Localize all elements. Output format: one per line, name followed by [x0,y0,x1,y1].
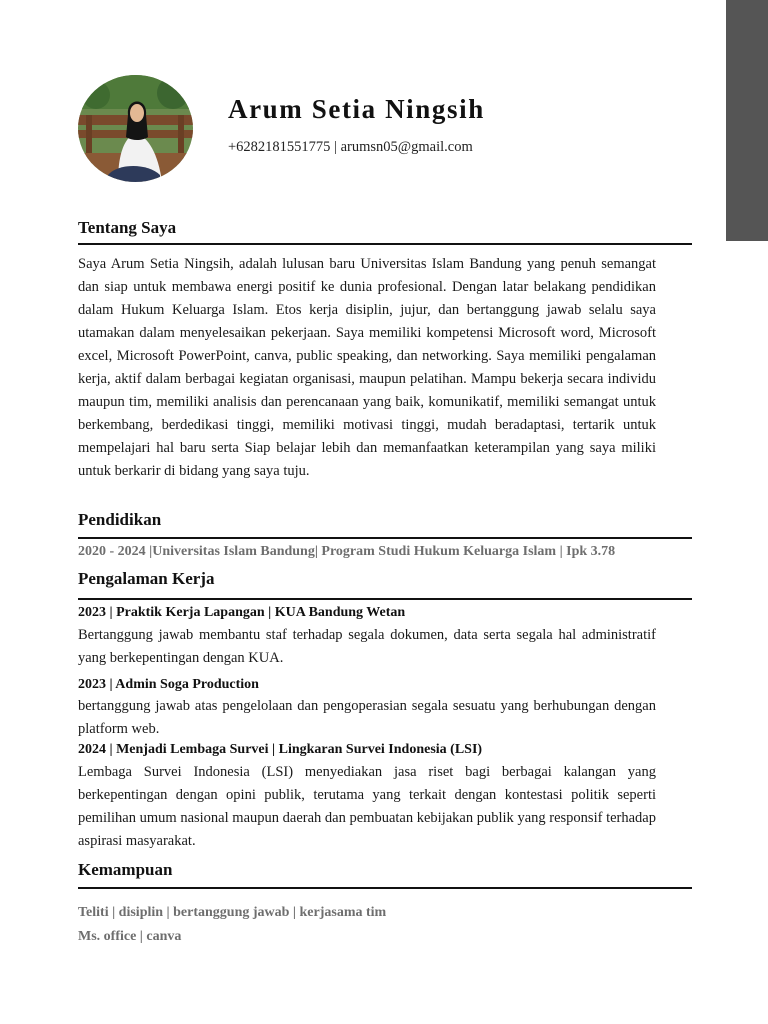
experience-heading: 2023 | Praktik Kerja Lapangan | KUA Bandung Wetan [78,605,406,620]
experience-heading: 2024 | Menjadi Lembaga Survei | Lingkaran Survei Indonesia (LSI) [78,742,483,757]
experience-description: Bertanggung jawab membantu staf terhadap segala dokumen, data serta segala hal administratif yang berkepentingan dengan KUA. [78,627,656,666]
education-entry: 2020 - 2024 |Universitas Islam Bandung| Program Studi Hukum Keluarga Islam | Ipk 3.78 [78,544,616,559]
section-title-education: Pendidikan [78,510,162,529]
section-divider [78,598,692,600]
experience-description: Lembaga Survei Indonesia (LSI) menyediakan jasa riset bagi berbagai kalangan yang berkepentingan dengan opini publik, terutama yang terkait dengan kontestasi politik seperti pemilihan umum nasional maupun daerah dan pembuatan kebijakan publik yang responsif terhadap aspirasi masyarakat. [78,764,656,849]
section-title-skills: Kemampuan [78,860,173,879]
section-divider [78,887,692,889]
scrollbar-thumb[interactable] [726,0,768,241]
skills-tools: Ms. office | canva [78,929,182,944]
section-divider [78,537,692,539]
candidate-name: Arum Setia Ningsih [228,94,485,124]
section-divider [78,243,692,245]
experience-heading: 2023 | Admin Soga Production [78,677,259,692]
about-text: Saya Arum Setia Ningsih, adalah lulusan baru Universitas Islam Bandung yang penuh semangat dan siap untuk membawa energi positif ke dunia profesional. Dengan latar belakang pendidikan dalam Hukum Keluarga Islam. Etos kerja disiplin, jujur, dan bertanggung jawab selalu saya utamakan dalam menyelesaikan pekerjaan. Saya memiliki kompetensi Microsoft word, Microsoft excel, Microsoft PowerPoint, canva, public speaking, dan networking. Saya memiliki pengalaman kerja, aktif dalam berbagai kegiatan organisasi, maupun pelatihan. Mampu bekerja secara individu maupun tim, memiliki analisis dan perencanaan yang baik, komunikatif, memiliki semangat untuk berkembang, berdedikasi tinggi, memiliki motivasi tinggi, mudah beradaptasi, tertarik untuk mempelajari hal baru serta Siap belajar lebih dan memanfaatkan keterampilan yang saya miliki untuk berkarir di bidang yang saya tuju. [78,256,656,479]
section-title-about: Tentang Saya [78,218,177,237]
section-title-experience: Pengalaman Kerja [78,569,215,588]
profile-photo [78,75,193,182]
experience-description: bertanggung jawab atas pengelolaan dan pengoperasian segala sesuatu yang berhubungan dengan platform web. [78,698,656,737]
skills-soft: Teliti | disiplin | bertanggung jawab | kerjasama tim [78,905,387,920]
contact-info: +6282181551775 | arumsn05@gmail.com [228,139,473,155]
